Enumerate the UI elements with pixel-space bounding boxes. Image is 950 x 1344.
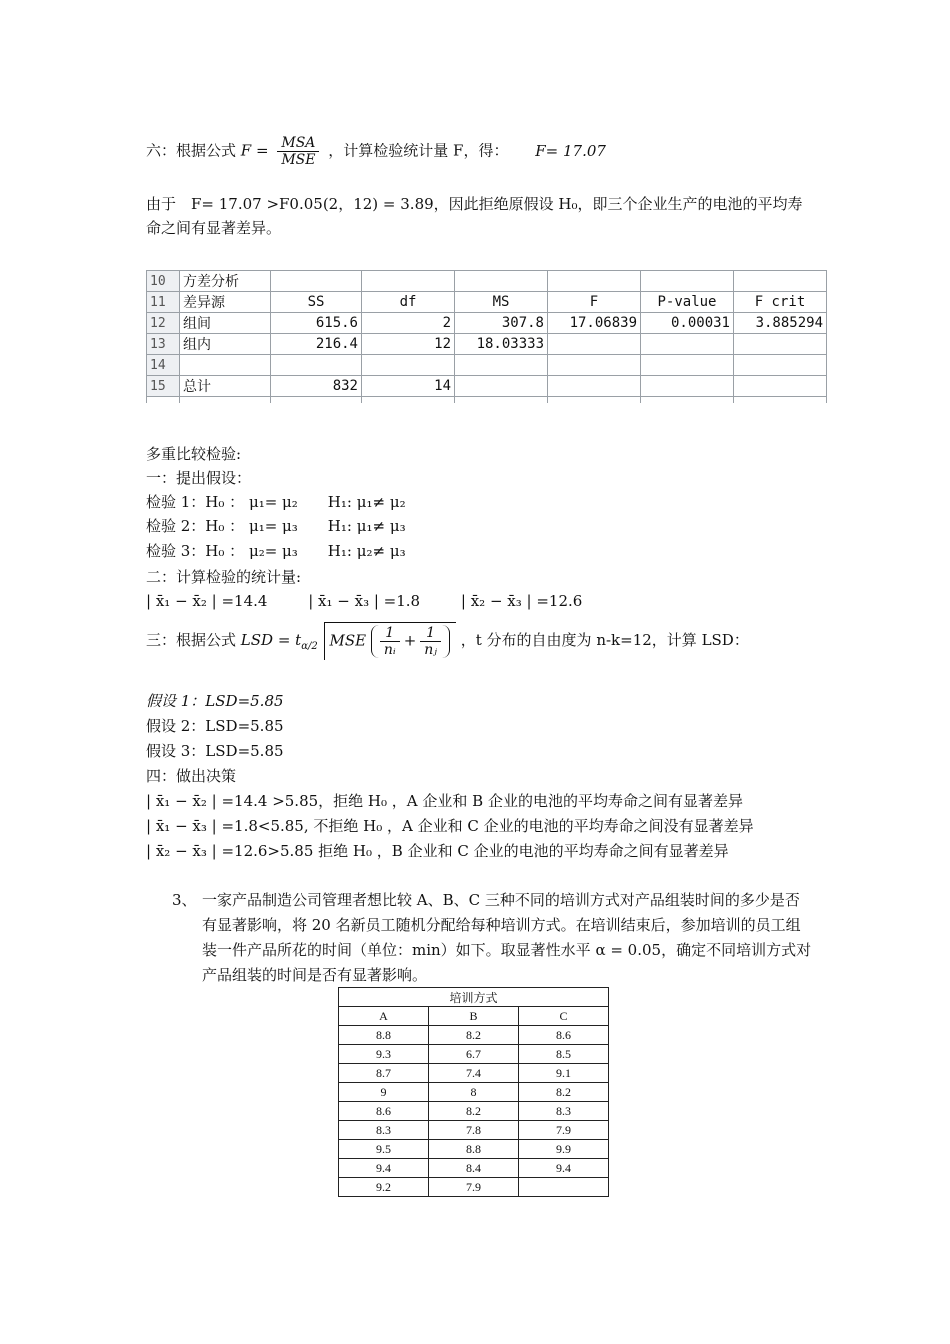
test-2: 检验 2：H₀ ： μ₁= μ₃ H₁: μ₁≠ μ₃ bbox=[146, 517, 406, 535]
sheet-cell: F bbox=[548, 292, 641, 313]
row-number: 14 bbox=[147, 355, 180, 376]
training-cell: 7.8 bbox=[429, 1121, 519, 1140]
question-number: 3、 bbox=[172, 891, 197, 909]
sheet-cell: F crit bbox=[734, 292, 827, 313]
training-row bbox=[339, 1026, 609, 1045]
sheet-cell: P-value bbox=[641, 292, 734, 313]
sheet-cell bbox=[641, 334, 734, 355]
training-cell: 8.2 bbox=[429, 1026, 519, 1045]
question-text: 一家产品制造公司管理者想比较 A、B、C 三种不同的培训方式对产品组装时间的多少是否有显著影响，将 20 名新员工随机分配给每种培训方式。在培训结束后，参加培训的员工组装一件产品所花的时间（单位：min）如下。取显著性水平 α = 0.05，确定不同培训方式对产品组装的时间是否有显著影响。 bbox=[202, 891, 812, 984]
hypothesis-3-lsd: 假设 3：LSD=5.85 bbox=[146, 742, 284, 760]
training-row bbox=[339, 1159, 609, 1178]
training-cell: 9.4 bbox=[519, 1159, 609, 1178]
sheet-cell: SS bbox=[271, 292, 362, 313]
sheet-cell bbox=[734, 334, 827, 355]
sheet-cell bbox=[362, 355, 455, 376]
training-cell: 9 bbox=[339, 1083, 429, 1102]
training-row bbox=[339, 1083, 609, 1102]
training-cell: 8 bbox=[429, 1083, 519, 1102]
sheet-cell bbox=[641, 271, 734, 292]
sheet-cell bbox=[271, 355, 362, 376]
test-1: 检验 1：H₀ ： μ₁= μ₂ H₁: μ₁≠ μ₂ bbox=[146, 493, 406, 511]
row-number: 12 bbox=[147, 313, 180, 334]
decision-3: | x̄₂ − x̄₃ | =12.6>5.85 拒绝 H₀ ，B 企业和 C 企业的电池的平均寿命之间有显著差异 bbox=[146, 842, 729, 860]
sheet-cell: 3.885294 bbox=[734, 313, 827, 334]
msa-mse-fraction bbox=[277, 135, 319, 168]
frac-ni-num: 1 bbox=[380, 625, 400, 642]
sheet-row bbox=[147, 271, 827, 292]
lsd-subscript: α/2 bbox=[301, 641, 318, 652]
sheet-cell: MS bbox=[455, 292, 548, 313]
sheet-cell bbox=[455, 376, 548, 397]
training-cell bbox=[519, 1178, 609, 1197]
training-row bbox=[339, 1064, 609, 1083]
diff-13: | x̄₁ − x̄₃ | =1.8 bbox=[308, 592, 421, 610]
sheet-cell bbox=[734, 397, 827, 404]
frac-nj-num: 1 bbox=[420, 625, 441, 642]
sheet-cell: 14 bbox=[362, 376, 455, 397]
f-result: F= 17.07 bbox=[535, 141, 606, 160]
anova-sheet bbox=[146, 270, 827, 403]
training-row bbox=[339, 1178, 609, 1197]
training-row bbox=[339, 1121, 609, 1140]
sheet-cell bbox=[180, 397, 271, 404]
row-number: 15 bbox=[147, 376, 180, 397]
training-cell: 9.4 bbox=[339, 1159, 429, 1178]
training-cell: 8.6 bbox=[519, 1026, 609, 1045]
sheet-cell: 方差分析 bbox=[180, 271, 271, 292]
f-lhs: F = bbox=[240, 141, 269, 160]
sheet-cell: 组内 bbox=[180, 334, 271, 355]
decision-2: | x̄₁ − x̄₃ | =1.8<5.85, 不拒绝 H₀ ，A 企业和 C 企业的电池的平均寿命之间没有显著差异 bbox=[146, 817, 754, 835]
training-cell: 8.2 bbox=[519, 1083, 609, 1102]
sheet-cell: 差异源 bbox=[180, 292, 271, 313]
step-3-prefix: 三：根据公式 bbox=[146, 631, 237, 649]
conclusion-line1: 由于 F= 17.07 >F0.05(2，12) = 3.89，因此拒绝原假设 H₀，即三个企业生产的电池的平均寿 bbox=[146, 195, 803, 213]
training-cell: 7.4 bbox=[429, 1064, 519, 1083]
sheet-cell: 216.4 bbox=[271, 334, 362, 355]
step6-suffix: ，计算检验统计量 F，得： bbox=[328, 141, 509, 160]
frac-nj bbox=[420, 625, 441, 658]
training-cell: 8.8 bbox=[339, 1026, 429, 1045]
sheet-cell bbox=[548, 376, 641, 397]
lsd-lhs: LSD = t bbox=[240, 631, 302, 649]
training-cell: 8.3 bbox=[339, 1121, 429, 1140]
sheet-cutoff-row bbox=[147, 397, 827, 404]
step6-prefix: 六：根据公式 bbox=[146, 141, 237, 160]
row-number: 10 bbox=[147, 271, 180, 292]
sheet-cell bbox=[734, 271, 827, 292]
training-cell: 7.9 bbox=[519, 1121, 609, 1140]
step-4: 四：做出决策 bbox=[146, 767, 237, 785]
training-table bbox=[338, 987, 609, 1197]
sheet-cell bbox=[362, 397, 455, 404]
sheet-cell bbox=[734, 355, 827, 376]
row-number: 11 bbox=[147, 292, 180, 313]
sheet-cell bbox=[548, 271, 641, 292]
conclusion-line2: 命之间有显著差异。 bbox=[146, 219, 282, 237]
lsd-formula-line bbox=[146, 622, 749, 660]
sheet-cell bbox=[455, 355, 548, 376]
step-3-suffix: ，t 分布的自由度为 n-k=12，计算 LSD： bbox=[460, 631, 749, 649]
frac-denominator: MSE bbox=[281, 152, 316, 168]
sheet-row bbox=[147, 376, 827, 397]
training-cell: 8.7 bbox=[339, 1064, 429, 1083]
training-row bbox=[339, 1102, 609, 1121]
training-cell: 8.8 bbox=[429, 1140, 519, 1159]
sheet-cell bbox=[455, 397, 548, 404]
question-3 bbox=[172, 888, 812, 988]
sheet-cell bbox=[180, 355, 271, 376]
diff-line bbox=[146, 592, 582, 610]
decision-1: | x̄₁ − x̄₂ | =14.4 >5.85，拒绝 H₀ ，A 企业和 B 企业的电池的平均寿命之间有显著差异 bbox=[146, 792, 743, 810]
training-caption: 培训方式 bbox=[339, 988, 609, 1007]
sheet-row bbox=[147, 334, 827, 355]
sheet-cell bbox=[548, 334, 641, 355]
test-3: 检验 3：H₀ ： μ₂= μ₃ H₁: μ₂≠ μ₃ bbox=[146, 542, 406, 560]
sheet-row bbox=[147, 313, 827, 334]
step6-line bbox=[146, 135, 606, 168]
training-row bbox=[339, 1045, 609, 1064]
training-header-row bbox=[339, 1007, 609, 1026]
sheet-cell: 17.06839 bbox=[548, 313, 641, 334]
training-header: C bbox=[519, 1007, 609, 1026]
sheet-cell: 307.8 bbox=[455, 313, 548, 334]
step-2: 二：计算检验的统计量: bbox=[146, 568, 302, 586]
training-cell: 8.2 bbox=[429, 1102, 519, 1121]
step-1: 一：提出假设： bbox=[146, 469, 252, 487]
hypothesis-1-lsd: 假设 1：LSD=5.85 bbox=[146, 692, 284, 710]
sheet-cell bbox=[271, 271, 362, 292]
sheet-cell: 832 bbox=[271, 376, 362, 397]
sheet-cell bbox=[362, 271, 455, 292]
training-cell: 8.5 bbox=[519, 1045, 609, 1064]
paren-group: $\frac{1}{\text{nᵢ}}$ + $\frac{1}{\text{nⱼ}}$ bbox=[371, 625, 450, 658]
training-cell: 9.1 bbox=[519, 1064, 609, 1083]
hypothesis-2-lsd: 假设 2：LSD=5.85 bbox=[146, 717, 284, 735]
sheet-cell: 615.6 bbox=[271, 313, 362, 334]
frac-numerator: MSA bbox=[277, 135, 319, 152]
diff-12: | x̄₁ − x̄₂ | =14.4 bbox=[146, 592, 268, 610]
sheet-cell bbox=[455, 271, 548, 292]
row-number: 13 bbox=[147, 334, 180, 355]
training-cell: 8.6 bbox=[339, 1102, 429, 1121]
sheet-cell bbox=[734, 376, 827, 397]
training-header: A bbox=[339, 1007, 429, 1026]
diff-23: | x̄₂ − x̄₃ | =12.6 bbox=[460, 592, 583, 610]
training-cell: 9.2 bbox=[339, 1178, 429, 1197]
sheet-cell: 组间 bbox=[180, 313, 271, 334]
frac-ni-den: nᵢ bbox=[383, 642, 396, 658]
sheet-row bbox=[147, 355, 827, 376]
sqrt-expression bbox=[324, 622, 456, 660]
sheet-cell bbox=[548, 397, 641, 404]
training-cell: 8.3 bbox=[519, 1102, 609, 1121]
sheet-cell bbox=[641, 397, 734, 404]
sheet-cell: 18.03333 bbox=[455, 334, 548, 355]
sheet-cell: 总计 bbox=[180, 376, 271, 397]
frac-ni bbox=[380, 625, 400, 658]
sheet-cell bbox=[271, 397, 362, 404]
sheet-cell: 12 bbox=[362, 334, 455, 355]
sheet-cell bbox=[147, 397, 180, 404]
multi-title: 多重比较检验: bbox=[146, 445, 242, 463]
training-row bbox=[339, 1140, 609, 1159]
sheet-cell: df bbox=[362, 292, 455, 313]
training-cell: 6.7 bbox=[429, 1045, 519, 1064]
training-cell: 9.9 bbox=[519, 1140, 609, 1159]
sheet-cell: 2 bbox=[362, 313, 455, 334]
frac-nj-den: nⱼ bbox=[424, 642, 437, 658]
sheet-cell bbox=[641, 376, 734, 397]
sheet-cell bbox=[641, 355, 734, 376]
sheet-row bbox=[147, 292, 827, 313]
sheet-cell bbox=[548, 355, 641, 376]
training-cell: 9.5 bbox=[339, 1140, 429, 1159]
lsd-mse: MSE bbox=[329, 631, 367, 650]
training-cell: 8.4 bbox=[429, 1159, 519, 1178]
sheet-cell: 0.00031 bbox=[641, 313, 734, 334]
training-cell: 9.3 bbox=[339, 1045, 429, 1064]
training-cell: 7.9 bbox=[429, 1178, 519, 1197]
training-header: B bbox=[429, 1007, 519, 1026]
